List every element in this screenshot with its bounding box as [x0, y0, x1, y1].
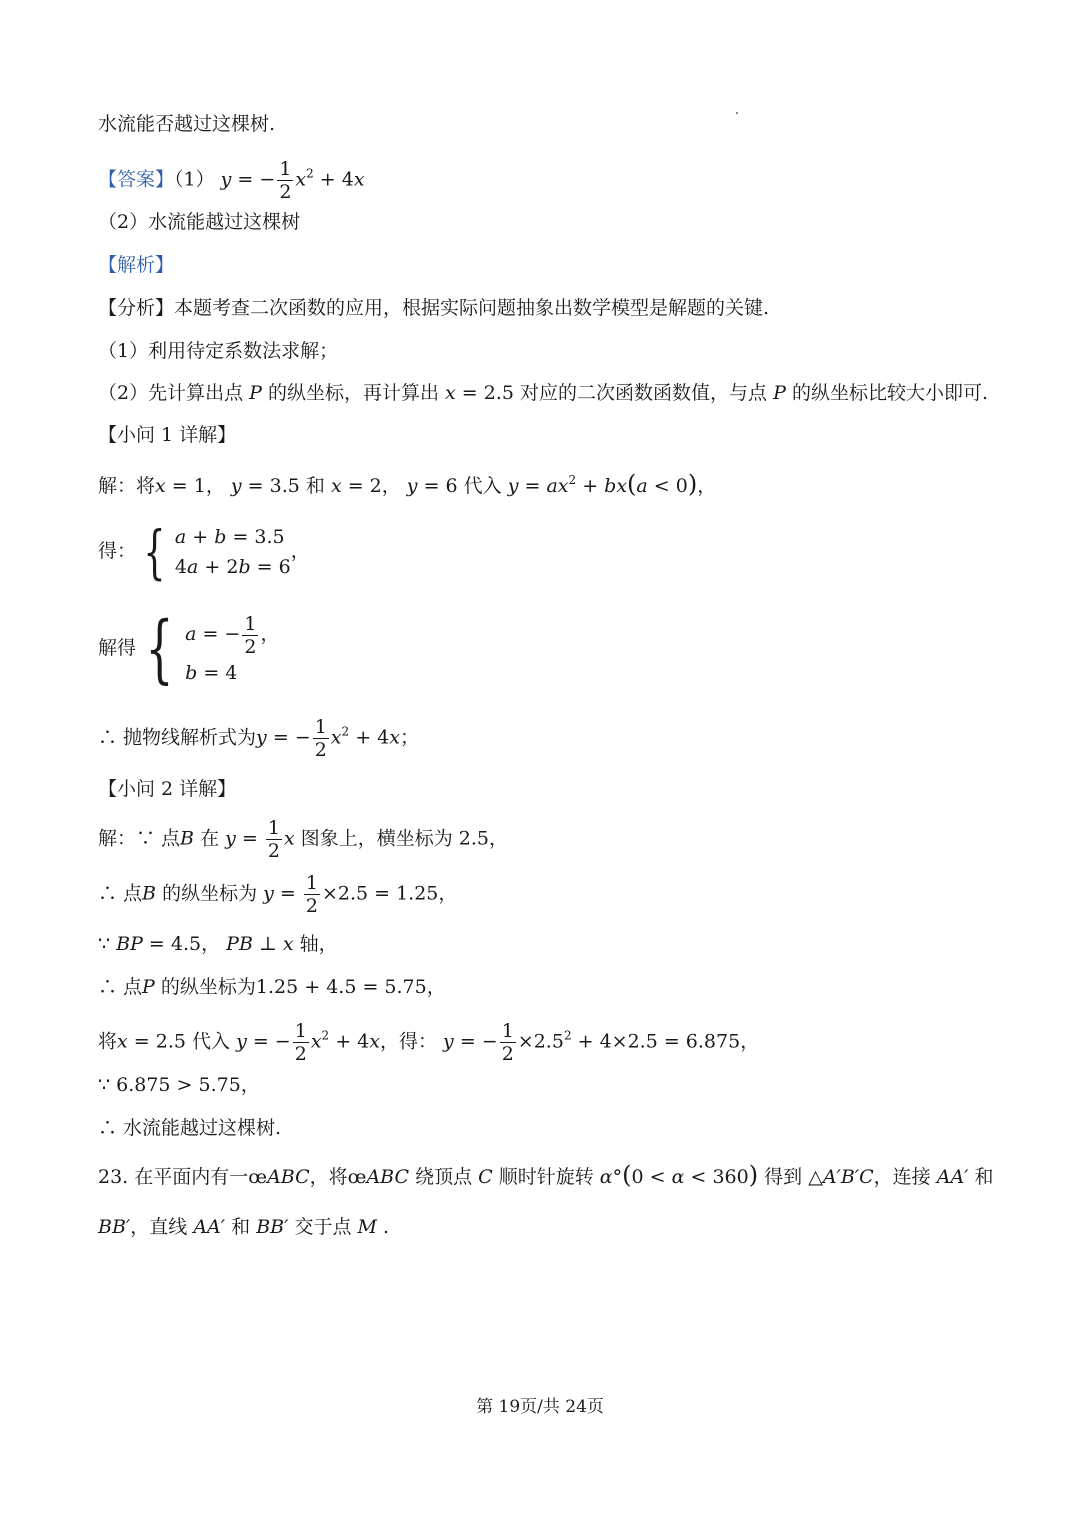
analysis-step-2: （2）先计算出点 P 的纵坐标，再计算出 x = 2.5 对应的二次函数函数值，与点 P 的纵坐标比较大小即可. — [98, 382, 988, 404]
q2-line-2: ∴ 点B 的纵坐标为 y = $\frac{1}{2}$ ×2.5 = 1.25， — [98, 872, 458, 917]
question-23-line-1: 23. 在平面内有一œABC，将œABC 绕顶点 C 顺时针旋转 α°(0 < α < 360) 得到 △A′B′C，连接 AA′ 和 — [98, 1161, 994, 1189]
q2-line-1: 解：∵ 点B 在 y = $\frac{1}{2}$ x 图象上，横坐标为 2.5， — [98, 817, 508, 862]
q2-conclusion: ∴ 水流能越过这棵树. — [98, 1117, 282, 1139]
text-line-continuation: 水流能否越过这棵树. — [98, 113, 276, 135]
q1-system-equations: 得： { a + b = 3.5 4a + 2b = 6 ， — [98, 518, 310, 586]
scan-speck — [736, 112, 738, 114]
page-footer: 第 19页/共 24页 — [476, 1397, 604, 1417]
q2-line-4: ∴ 点P 的纵坐标为1.25 + 4.5 = 5.75， — [98, 976, 446, 998]
q2-line-6: ∵ 6.875 > 5.75， — [98, 1074, 260, 1096]
q2-line-5: 将x = 2.5 代入 y = − $\frac{1}{2}$ $x^2 + 4x$，得： y = − $\frac{1}{2}$ $\times 2.5^2 + 4\times 2.5 = 6.875$， — [98, 1020, 760, 1065]
analysis-step-1: （1）利用待定系数法求解； — [98, 340, 339, 362]
question-23-line-2: BB′，直线 AA′ 和 BB′ 交于点 M . — [98, 1216, 390, 1238]
q2-line-3: ∵ BP = 4.5， PB ⊥ x 轴， — [98, 933, 338, 955]
answer-line-1: 【答案】（1） y = − $\frac{1}{2}$ $x^2 + 4x$ — [98, 158, 365, 203]
sub-question-2-heading: 【小问 2 详解】 — [98, 778, 237, 800]
q1-conclusion: ∴ 抛物线解析式为y = − $\frac{1}{2}$ $x^2 + 4x$； — [98, 716, 419, 761]
answer-line-2: （2）水流能越过这棵树 — [98, 211, 301, 233]
q1-solution-line: 解：将x = 1， y = 3.5 和 x = 2， y = 6 代入 $y = ax^2 + bx(a < 0)$， — [98, 470, 717, 498]
sub-question-1-heading: 【小问 1 详解】 — [98, 424, 237, 446]
analysis-tag: 【解析】 — [98, 254, 175, 276]
analysis-fenxi: 【分析】本题考查二次函数的应用，根据实际问题抽象出数学模型是解题的关键. — [98, 297, 770, 319]
answer-tag: 【答案】 — [98, 168, 175, 191]
q1-system-solution: 解得 { a = − $\frac{1}{2}$ ， b = 4 — [98, 606, 280, 692]
